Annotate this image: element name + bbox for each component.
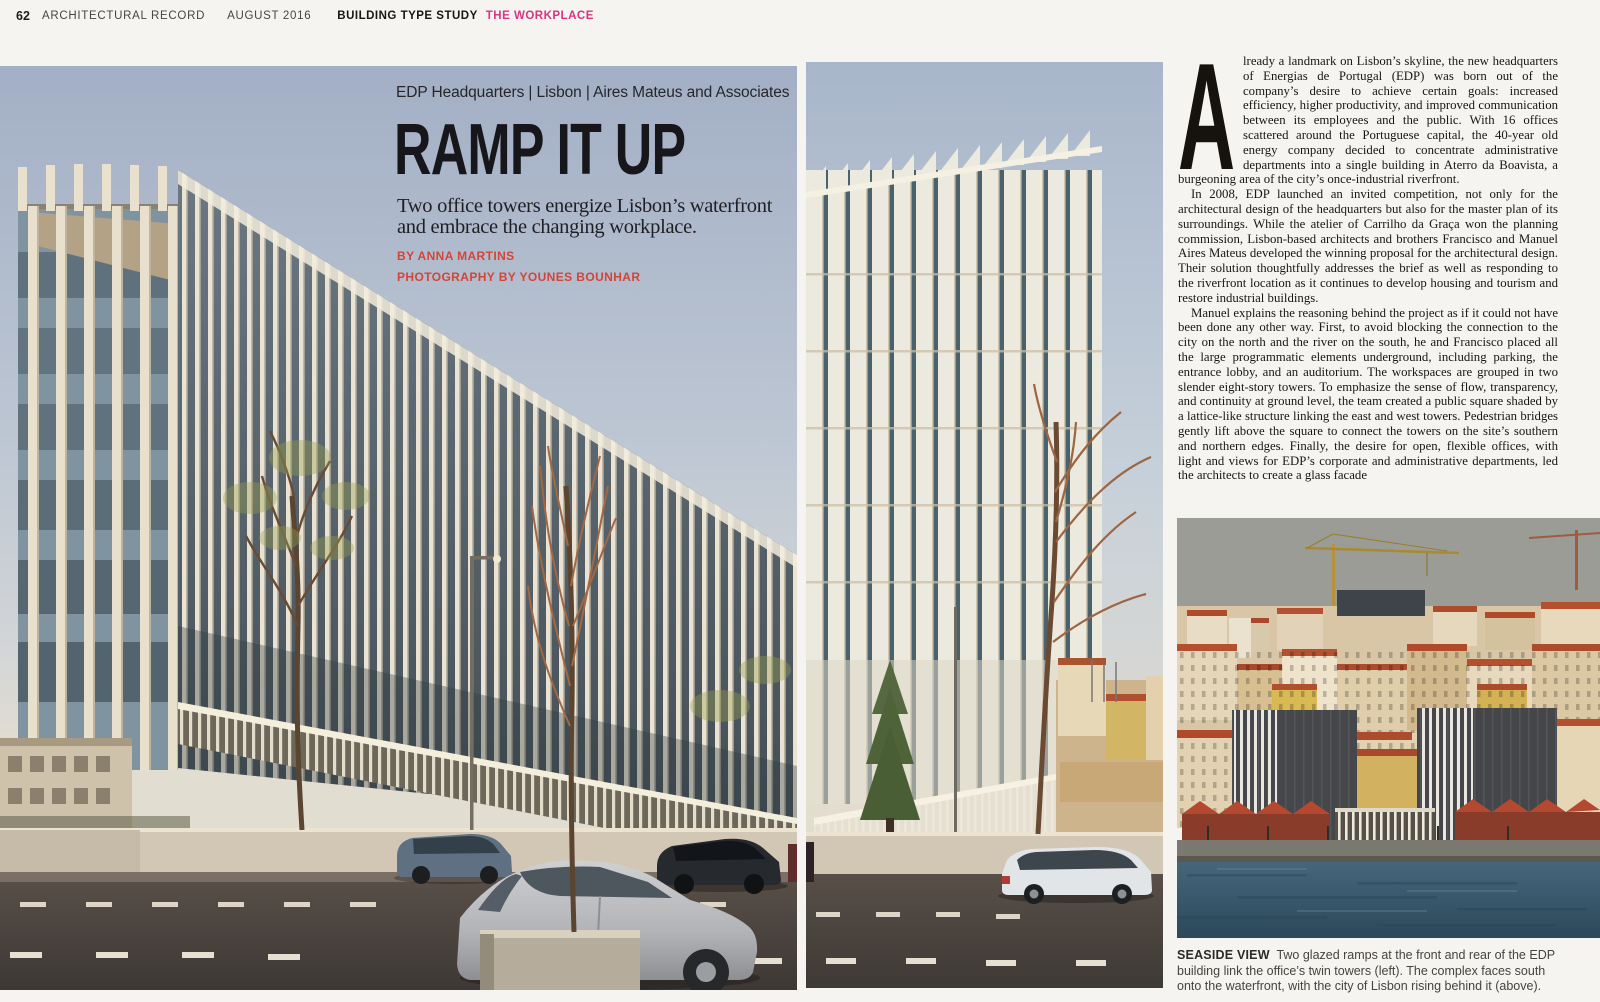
photo-caption (1177, 948, 1569, 995)
article-paragraph: Manuel explains the reasoning behind the project as if it could not have been done any other way. First, to avoid blocking the connection to the city on the north and the river on the south, he and Francisco placed all the large programmatic elements underground, including parking, the entrance lobby, and an auditorium. The workspaces are grouped in two slender eight-story towers. To emphasize the sense of flow, transparency, and continuity at ground level, the team created a public square shaded by a lattice-like structure linking the east and west towers. Pedestrian bridges gently lift above the square to connect the towers on the site’s southern and northern edges. Finally, the desire for open, flexible offices, with light and views for EDP’s corporate and administrative departments, led the architects to create a glass facade (1178, 305, 1558, 483)
article-title: RAMP IT UP (394, 110, 686, 190)
title-block (396, 84, 796, 294)
streetlight-icon (954, 607, 957, 835)
section-label: BUILDING TYPE STUDY (337, 10, 478, 22)
photo-edp-tower-east (806, 62, 1163, 988)
article-paragraph: In 2008, EDP launched an invited competition, not only for the architectural design of the headquarters but also for the master plan of its surroundings. While the atelier of Carrilho da Graça won the planning commission, Lisbon-based architects and brothers Francisco and Manuel Aires Mateus developed the winning proposal for the architectural design. Their solution thoughtfully addresses the brief as well as responding to the riverfront location as it continues to develop housing and tourism and restore industrial buildings. (1178, 187, 1558, 305)
car-red-sliver (788, 844, 797, 882)
subtitle-line-2: and embrace the changing workplace. (397, 215, 697, 238)
section-topic: THE WORKPLACE (485, 10, 594, 22)
kicker: EDP Headquarters | Lisbon | Aires Mateus and Associates (396, 84, 790, 101)
issue-date: AUGUST 2016 (227, 10, 312, 22)
car-white-wagon (998, 847, 1154, 904)
drop-cap: A (1178, 54, 1236, 202)
article-subtitle (397, 196, 772, 237)
car-minivan (394, 834, 514, 884)
inset-photo-illustration (1177, 518, 1600, 938)
magazine-title: ARCHITECTURAL RECORD (42, 10, 206, 22)
article-body (1178, 54, 1558, 522)
byline-author: BY ANNA MARTINS (397, 249, 515, 263)
car-dark-sliver (806, 842, 814, 882)
photo-seaside-view (1177, 518, 1600, 938)
caption-label: SEASIDE VIEW (1177, 948, 1270, 962)
article-paragraph: lready a landmark on Lisbon’s skyline, the new headquarters of Energias de Portugal (EDP) was born out of the company’s desire to achieve certain goals: increased efficiency, higher productivity, and improved communication between its employees and the public. With 16 offices scattered around the Portuguese capital, the 40-year old energy company decided to concentrate administrative departments into a single building in Aterro da Boavista, a burgeoning area of the city’s once-industrial riverfront. (1178, 54, 1558, 187)
page-number: 62 (16, 9, 30, 23)
street-planter (480, 930, 640, 990)
subtitle-line-1: Two office towers energize Lisbon’s waterfront (397, 195, 773, 217)
page-header (42, 10, 594, 22)
byline-photographer: PHOTOGRAPHY BY YOUNES BOUNHAR (397, 270, 641, 284)
caption-text: Two glazed ramps at the front and rear of the EDP building link the office’s twin towers (left). The complex faces south onto the waterfront, with the city of Lisbon rising behind it (above). (1177, 948, 1555, 993)
middle-photo-illustration (806, 62, 1163, 988)
